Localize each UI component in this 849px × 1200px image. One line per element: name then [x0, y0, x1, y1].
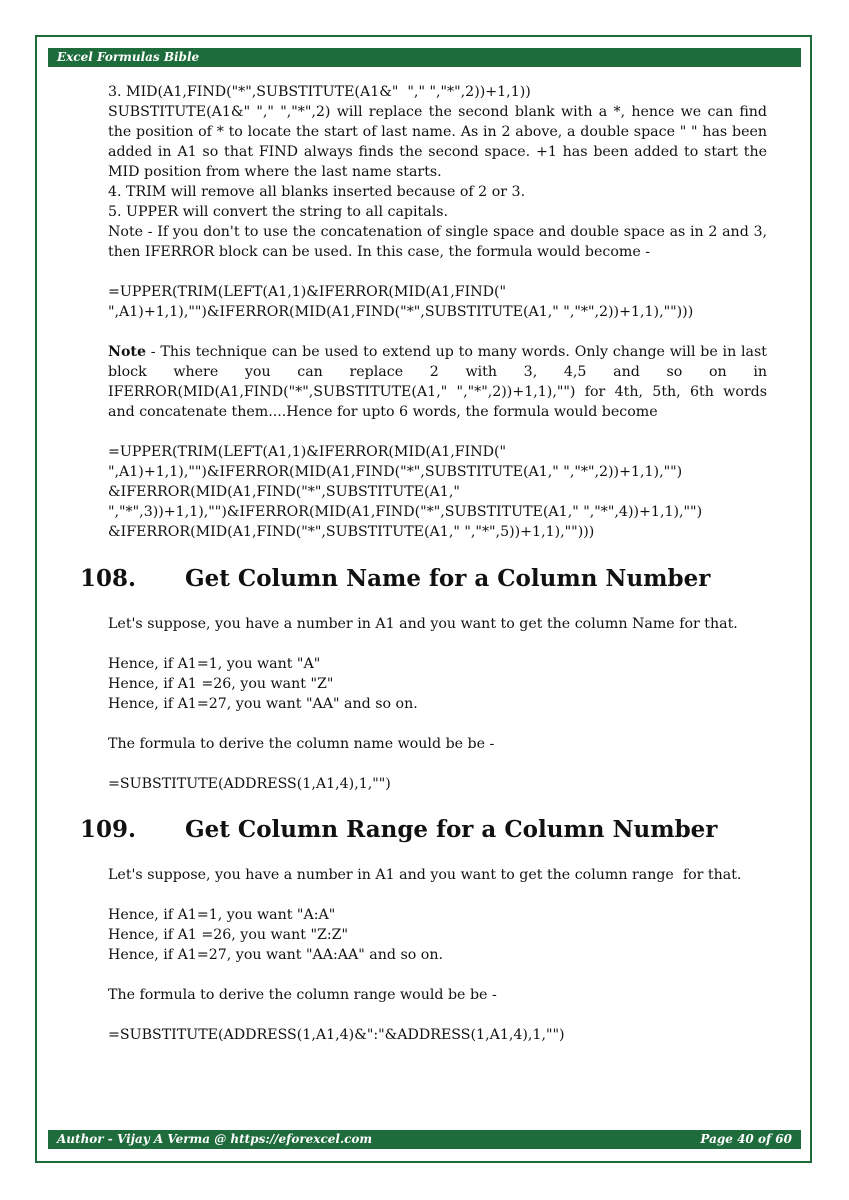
- formula-2-line-1: =UPPER(TRIM(LEFT(A1,1)&IFERROR(MID(A1,FIND(": [108, 444, 507, 460]
- section-108-title: Get Column Name for a Column Number: [185, 565, 711, 592]
- note-iferror: Note - If you don't to use the concatenation of single space and double space as in 2 and 3, then IFERROR block can be used. In this case, the formula would become -: [108, 224, 767, 260]
- section-108-body: [108, 614, 767, 794]
- step-3-explanation: SUBSTITUTE(A1&" "," ","*",2) will replace the second blank with a *, hence we can find the position of * to locate the start of last name. As in 2 above, a double space " " has been added in A1 so that FIND always finds the second space. +1 has been added to start the MID position from where the last name starts.: [108, 104, 767, 180]
- section-108-formula: =SUBSTITUTE(ADDRESS(1,A1,4),1,""): [108, 776, 391, 792]
- section-108-example-1: Hence, if A1=1, you want "A": [108, 656, 321, 672]
- footer-bar: [48, 1130, 801, 1149]
- step-4: 4. TRIM will remove all blanks inserted because of 2 or 3.: [108, 184, 526, 200]
- note-label: Note: [108, 344, 147, 360]
- step-5: 5. UPPER will convert the string to all capitals.: [108, 204, 449, 220]
- section-108-number: 108.: [80, 565, 137, 592]
- footer-author: Author - Vijay A Verma @ https://eforexcel.com: [57, 1132, 373, 1146]
- section-108-intro: Let's suppose, you have a number in A1 and you want to get the column Name for that.: [108, 616, 738, 632]
- intro-text: [108, 82, 767, 542]
- header-title: Excel Formulas Bible: [57, 50, 200, 64]
- section-109-number: 109.: [80, 816, 137, 843]
- section-109-formula: =SUBSTITUTE(ADDRESS(1,A1,4)&":"&ADDRESS(1,A1,4),1,""): [108, 1027, 565, 1043]
- section-109-lead: The formula to derive the column range would be be -: [108, 987, 497, 1003]
- section-108-heading: [80, 564, 710, 594]
- section-109-example-1: Hence, if A1=1, you want "A:A": [108, 907, 336, 923]
- formula-1-line-2: ",A1)+1,1),"")&IFERROR(MID(A1,FIND("*",SUBSTITUTE(A1," ","*",2))+1,1),""))): [108, 304, 694, 320]
- formula-1-line-1: =UPPER(TRIM(LEFT(A1,1)&IFERROR(MID(A1,FIND(": [108, 284, 507, 300]
- section-108-lead: The formula to derive the column name would be be -: [108, 736, 495, 752]
- section-109-body: [108, 865, 767, 1045]
- header-bar: [48, 48, 801, 67]
- formula-2-line-4: ","*",3))+1,1),"")&IFERROR(MID(A1,FIND("*",SUBSTITUTE(A1," ","*",4))+1,1),""): [108, 504, 703, 520]
- step-3-formula: 3. MID(A1,FIND("*",SUBSTITUTE(A1&" "," ","*",2))+1,1)): [108, 84, 531, 100]
- formula-2-line-3: &IFERROR(MID(A1,FIND("*",SUBSTITUTE(A1,": [108, 484, 460, 500]
- section-109-title: Get Column Range for a Column Number: [185, 816, 718, 843]
- section-109-heading: [80, 815, 717, 845]
- section-109-example-3: Hence, if A1=27, you want "AA:AA" and so on.: [108, 947, 443, 963]
- formula-2-line-5: &IFERROR(MID(A1,FIND("*",SUBSTITUTE(A1," ","*",5))+1,1),""))): [108, 524, 595, 540]
- footer-page-number: Page 40 of 60: [700, 1132, 792, 1146]
- section-108-example-2: Hence, if A1 =26, you want "Z": [108, 676, 334, 692]
- formula-2-line-2: ",A1)+1,1),"")&IFERROR(MID(A1,FIND("*",SUBSTITUTE(A1," ","*",2))+1,1),""): [108, 464, 683, 480]
- note-extend: [108, 342, 767, 422]
- note-extend-text: - This technique can be used to extend up to many words. Only change will be in last block where you can replace 2 with 3, 4,5 and so on in IFERROR(MID(A1,FIND("*",SUBSTITUTE(A1," ","*",2))+1,1),"") for 4th, 5th, 6th words and concatenate them....Hence for upto 6 words, the formula would become: [108, 344, 767, 420]
- section-109-intro: Let's suppose, you have a number in A1 and you want to get the column range for that.: [108, 867, 742, 883]
- section-109-example-2: Hence, if A1 =26, you want "Z:Z": [108, 927, 349, 943]
- section-108-example-3: Hence, if A1=27, you want "AA" and so on.: [108, 696, 418, 712]
